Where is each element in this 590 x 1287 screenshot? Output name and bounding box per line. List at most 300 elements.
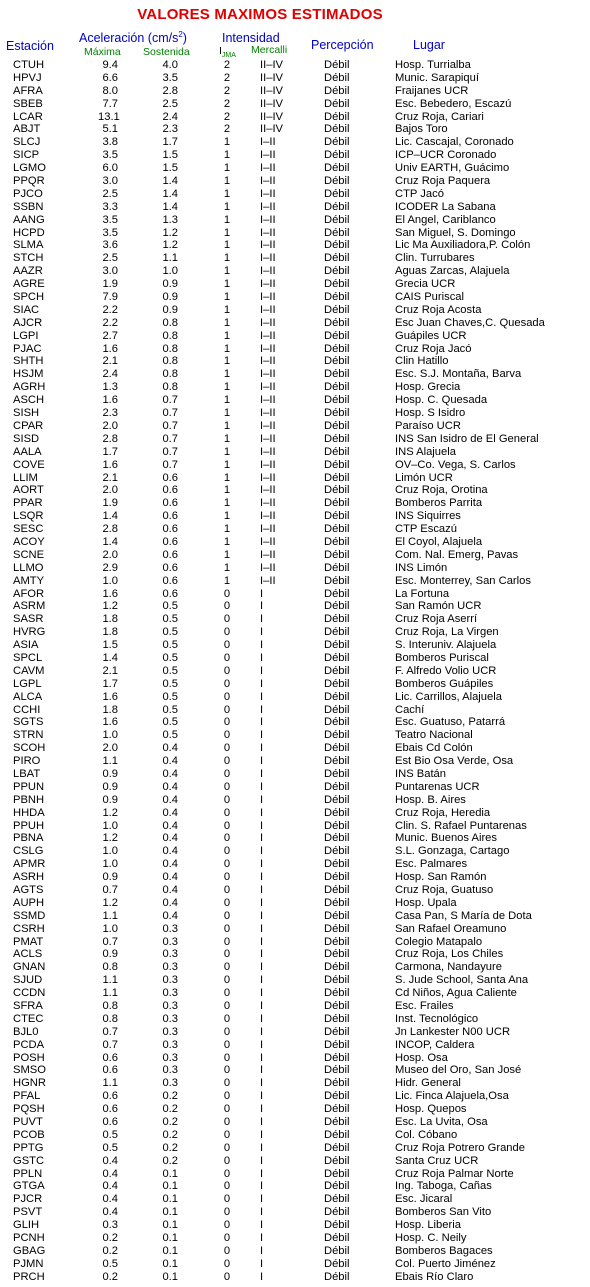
max-acceleration: 6.6 [102,71,118,84]
location: Esc. La Uvita, Osa [395,1116,488,1129]
max-acceleration: 7.7 [102,97,118,110]
station-code: SPCH [13,291,45,304]
table-row [0,1013,590,1026]
station-code: SCOH [13,742,46,755]
table-row [0,1219,590,1232]
perception: Débil [324,342,350,355]
intensity-jma: 0 [223,1167,231,1180]
max-acceleration: 2.3 [102,407,118,420]
intensity-jma: 0 [223,742,231,755]
intensity-mercalli: I [260,1154,264,1167]
intensity-mercalli: I–II [260,149,276,162]
table-row [0,291,590,304]
location: INCOP, Caldera [395,1038,475,1051]
max-acceleration: 0.2 [102,1244,118,1257]
station-code: PQSH [13,1103,45,1116]
table-row [0,188,590,201]
table-row [0,1180,590,1193]
sustained-acceleration: 1.5 [162,149,178,162]
table-row [0,536,590,549]
perception: Débil [324,1167,350,1180]
intensity-jma: 1 [223,574,231,587]
intensity-jma: 1 [223,136,231,149]
location: Hosp. S Isidro [395,407,466,420]
location: Bomberos Bagaces [395,1244,493,1257]
max-acceleration: 1.4 [102,651,118,664]
intensity-mercalli: I [260,1206,264,1219]
location: Clin Hatillo [395,355,449,368]
station-code: PPTG [13,1141,44,1154]
intensity-jma: 1 [223,278,231,291]
perception: Débil [324,1141,350,1154]
location: Esc. Bebedero, Escazú [395,97,512,110]
location: Grecia UCR [395,278,456,291]
table-row [0,588,590,601]
intensity-jma: 1 [223,471,231,484]
station-code: PCDA [13,1038,45,1051]
max-acceleration: 2.1 [102,355,118,368]
table-row [0,510,590,523]
perception: Débil [324,626,350,639]
intensity-mercalli: I [260,935,264,948]
location: Guápiles UCR [395,329,467,342]
table-row [0,136,590,149]
intensity-mercalli: I [260,987,264,1000]
table-row [0,613,590,626]
location: Ebais Río Claro [395,1270,474,1283]
location: El Angel, Cariblanco [395,213,496,226]
station-code: PRCH [13,1270,45,1283]
perception: Débil [324,510,350,523]
station-code: AGRE [13,278,45,291]
intensity-mercalli: I [260,1141,264,1154]
intensity-mercalli: II–IV [260,71,284,84]
max-acceleration: 0.5 [102,1257,118,1270]
sustained-acceleration: 3.5 [162,71,178,84]
table-row [0,897,590,910]
station-code: PJMN [13,1257,44,1270]
station-code: LGMO [13,162,46,175]
table-row [0,1245,590,1258]
max-acceleration: 2.0 [102,484,118,497]
intensity-jma: 0 [223,948,231,961]
intensity-jma: 0 [223,664,231,677]
table-row [0,948,590,961]
intensity-jma: 1 [223,458,231,471]
intensity-mercalli: I–II [260,175,276,188]
station-code: ABJT [13,123,41,136]
intensity-jma: 1 [223,252,231,265]
sustained-acceleration: 0.5 [162,600,178,613]
location: CAIS Puriscal [395,291,465,304]
location: Est Bio Osa Verde, Osa [395,755,514,768]
sustained-acceleration: 0.1 [162,1180,178,1193]
max-acceleration: 1.0 [102,922,118,935]
sustained-acceleration: 0.5 [162,626,178,639]
location: S. Interuniv. Alajuela [395,639,497,652]
station-code: CSLG [13,845,44,858]
station-code: SMSO [13,1064,46,1077]
intensity-jma: 1 [223,368,231,381]
table-row [0,394,590,407]
table-row [0,278,590,291]
sustained-acceleration: 0.2 [162,1116,178,1129]
sustained-acceleration: 0.3 [162,1025,178,1038]
location: Hosp. Quepos [395,1103,467,1116]
station-code: LLIM [13,471,38,484]
sustained-acceleration: 0.1 [162,1206,178,1219]
table-row [0,355,590,368]
station-code: HPVJ [13,71,42,84]
sustained-acceleration: 0.4 [162,767,178,780]
perception: Débil [324,703,350,716]
perception: Débil [324,961,350,974]
intensity-mercalli: I [260,1077,264,1090]
station-code: GLIH [13,1219,40,1232]
intensity-jma: 0 [223,896,231,909]
intensity-jma: 0 [223,767,231,780]
sustained-acceleration: 0.9 [162,278,178,291]
intensity-mercalli: I [260,780,264,793]
intensity-jma: 1 [223,213,231,226]
intensity-jma: 1 [223,394,231,407]
max-acceleration: 0.7 [102,935,118,948]
max-acceleration: 3.8 [102,136,118,149]
table-row [0,265,590,278]
perception: Débil [324,484,350,497]
location: Hidr. General [395,1077,461,1090]
perception: Débil [324,97,350,110]
intensity-mercalli: I [260,1090,264,1103]
sustained-acceleration: 0.1 [162,1219,178,1232]
location: Com. Nal. Emerg, Pavas [395,548,519,561]
max-acceleration: 3.5 [102,149,118,162]
perception: Débil [324,84,350,97]
table-row [0,781,590,794]
intensity-jma: 0 [223,1025,231,1038]
perception: Débil [324,1012,350,1025]
max-acceleration: 0.2 [102,1270,118,1283]
station-code: PBNH [13,793,45,806]
perception: Débil [324,175,350,188]
intensity-mercalli: I–II [260,303,276,316]
perception: Débil [324,561,350,574]
intensity-mercalli: I [260,716,264,729]
perception: Débil [324,742,350,755]
perception: Débil [324,162,350,175]
header-aceleracion-text: Aceleración (cm/s [79,31,179,45]
intensity-mercalli: I [260,587,264,600]
perception: Débil [324,200,350,213]
perception: Débil [324,123,350,136]
sustained-acceleration: 0.3 [162,948,178,961]
intensity-jma: 1 [223,548,231,561]
table-row [0,716,590,729]
location: Col. Puerto Jiménez [395,1257,496,1270]
sustained-acceleration: 0.3 [162,935,178,948]
table-row [0,85,590,98]
location: CTP Escazú [395,523,457,536]
max-acceleration: 0.6 [102,1116,118,1129]
intensity-mercalli: II–IV [260,123,284,136]
location: Hosp. C. Neily [395,1232,467,1245]
header-estacion: Estación [6,39,54,53]
intensity-mercalli: I–II [260,561,276,574]
sustained-acceleration: 0.5 [162,613,178,626]
table-row [0,742,590,755]
perception: Débil [324,548,350,561]
station-code: SHTH [13,355,44,368]
table-row [0,575,590,588]
table-row [0,1155,590,1168]
location: Hosp. Turrialba [395,59,471,71]
intensity-mercalli: I [260,1232,264,1245]
sustained-acceleration: 1.4 [162,187,178,200]
perception: Débil [324,574,350,587]
table-row [0,691,590,704]
station-code: SPCL [13,651,43,664]
table-row [0,845,590,858]
max-acceleration: 1.6 [102,587,118,600]
sustained-acceleration: 0.8 [162,342,178,355]
perception: Débil [324,1128,350,1141]
perception: Débil [324,858,350,871]
intensity-jma: 1 [223,329,231,342]
perception: Débil [324,806,350,819]
sustained-acceleration: 0.1 [162,1167,178,1180]
max-acceleration: 2.4 [102,368,118,381]
table-row [0,459,590,472]
max-acceleration: 1.9 [102,278,118,291]
perception: Débil [324,355,350,368]
max-acceleration: 3.0 [102,265,118,278]
table-row [0,330,590,343]
intensity-jma: 0 [223,1154,231,1167]
location: Cruz Roja Acosta [395,303,482,316]
max-acceleration: 0.6 [102,1090,118,1103]
header-aceleracion [79,31,187,45]
table-row [0,1103,590,1116]
table-row [0,1206,590,1219]
intensity-jma: 0 [223,1077,231,1090]
sustained-acceleration: 0.5 [162,677,178,690]
station-code: LGPI [13,329,39,342]
station-code: LGPL [13,677,42,690]
intensity-mercalli: I [260,664,264,677]
intensity-mercalli: I [260,909,264,922]
intensity-jma: 0 [223,1180,231,1193]
intensity-mercalli: I–II [260,291,276,304]
station-code: GNAN [13,961,46,974]
location: Bomberos San Vito [395,1206,492,1219]
max-acceleration: 2.5 [102,252,118,265]
intensity-mercalli: I–II [260,497,276,510]
location: Casa Pan, S María de Dota [395,909,532,922]
sustained-acceleration: 0.7 [162,419,178,432]
table-row [0,1039,590,1052]
sustained-acceleration: 0.4 [162,884,178,896]
sustained-acceleration: 1.2 [162,239,178,252]
station-code: ASRM [13,600,46,613]
sustained-acceleration: 0.6 [162,510,178,523]
table-row [0,123,590,136]
table-row [0,858,590,871]
max-acceleration: 2.0 [102,548,118,561]
station-code: GBAG [13,1244,46,1257]
intensity-mercalli: I–II [260,265,276,278]
intensity-mercalli: I–II [260,523,276,536]
table-row [0,820,590,833]
max-acceleration: 0.5 [102,1128,118,1141]
location: Hosp. B. Aires [395,793,466,806]
perception: Débil [324,884,350,896]
table-row [0,936,590,949]
location: Paraíso UCR [395,419,461,432]
location: Cruz Roja Aserrí [395,613,478,626]
intensity-mercalli: I [260,729,264,742]
location: Cachí [395,703,425,716]
location: Lic. Cascajal, Coronado [395,136,514,149]
intensity-jma: 0 [223,677,231,690]
data-table-body [0,59,590,1284]
max-acceleration: 2.1 [102,664,118,677]
table-row [0,1026,590,1039]
header-sostenida: Sostenida [143,46,190,58]
perception: Débil [324,639,350,652]
sustained-acceleration: 0.4 [162,819,178,832]
table-row [0,768,590,781]
location: Esc. Frailes [395,1000,454,1013]
table-row [0,72,590,85]
intensity-mercalli: I–II [260,510,276,523]
sustained-acceleration: 0.7 [162,407,178,420]
intensity-jma: 0 [223,1116,231,1129]
perception: Débil [324,793,350,806]
max-acceleration: 2.2 [102,316,118,329]
station-code: HHDA [13,806,45,819]
intensity-jma: 1 [223,226,231,239]
sustained-acceleration: 1.7 [162,136,178,149]
max-acceleration: 1.2 [102,832,118,845]
max-acceleration: 3.5 [102,213,118,226]
intensity-jma: 0 [223,1012,231,1025]
max-acceleration: 0.7 [102,1038,118,1051]
station-code: LLMO [13,561,44,574]
location: Colegio Matapalo [395,935,483,948]
station-code: SBEB [13,97,43,110]
intensity-mercalli: I–II [260,458,276,471]
max-acceleration: 9.4 [102,59,118,71]
header-ijma-i: I [219,45,222,57]
table-row [0,910,590,923]
intensity-jma: 0 [223,729,231,742]
perception: Débil [324,497,350,510]
station-code: STRN [13,729,44,742]
station-code: GTGA [13,1180,45,1193]
station-code: LCAR [13,110,43,123]
max-acceleration: 1.7 [102,445,118,458]
intensity-mercalli: I [260,1128,264,1141]
intensity-mercalli: I [260,1257,264,1270]
table-row [0,1271,590,1284]
table-row [0,1052,590,1065]
max-acceleration: 0.6 [102,1064,118,1077]
table-row [0,832,590,845]
station-code: PCOB [13,1128,45,1141]
table-row [0,729,590,742]
location: Cruz Roja, La Virgen [395,626,499,639]
table-row [0,1090,590,1103]
intensity-jma: 2 [223,59,231,71]
intensity-mercalli: I [260,858,264,871]
table-row [0,201,590,214]
intensity-jma: 0 [223,1038,231,1051]
intensity-jma: 1 [223,149,231,162]
sustained-acceleration: 0.5 [162,639,178,652]
intensity-mercalli: I–II [260,535,276,548]
max-acceleration: 1.0 [102,858,118,871]
intensity-mercalli: I–II [260,226,276,239]
table-row [0,600,590,613]
intensity-jma: 0 [223,1000,231,1013]
max-acceleration: 2.5 [102,187,118,200]
station-code: CSRH [13,922,45,935]
intensity-mercalli: I–II [260,368,276,381]
max-acceleration: 2.2 [102,303,118,316]
perception: Débil [324,819,350,832]
location: Aguas Zarcas, Alajuela [395,265,510,278]
intensity-jma: 0 [223,1257,231,1270]
table-row [0,175,590,188]
location: Bomberos Puriscal [395,651,489,664]
table-row [0,446,590,459]
max-acceleration: 0.4 [102,1154,118,1167]
location: Carmona, Nandayure [395,961,502,974]
max-acceleration: 7.9 [102,291,118,304]
intensity-mercalli: I–II [260,136,276,149]
table-row [0,639,590,652]
perception: Débil [324,445,350,458]
intensity-mercalli: I [260,819,264,832]
intensity-mercalli: I [260,1038,264,1051]
station-code: CTEC [13,1012,44,1025]
max-acceleration: 1.8 [102,626,118,639]
max-acceleration: 1.6 [102,342,118,355]
header-ijma [219,45,236,60]
sustained-acceleration: 0.4 [162,780,178,793]
location: Esc. S.J. Montaña, Barva [395,368,522,381]
table-row [0,987,590,1000]
max-acceleration: 1.8 [102,613,118,626]
max-acceleration: 0.4 [102,1180,118,1193]
max-acceleration: 3.3 [102,200,118,213]
station-code: CCDN [13,987,46,1000]
sustained-acceleration: 0.2 [162,1103,178,1116]
max-acceleration: 1.1 [102,755,118,768]
intensity-jma: 0 [223,1219,231,1232]
intensity-jma: 0 [223,987,231,1000]
intensity-mercalli: I [260,1012,264,1025]
table-row [0,227,590,240]
table-row [0,111,590,124]
perception: Débil [324,291,350,304]
location: Cruz Roja, Heredia [395,806,491,819]
intensity-mercalli: I [260,806,264,819]
location: Cruz Roja Potrero Grande [395,1141,525,1154]
perception: Débil [324,1090,350,1103]
sustained-acceleration: 0.5 [162,716,178,729]
intensity-jma: 1 [223,535,231,548]
